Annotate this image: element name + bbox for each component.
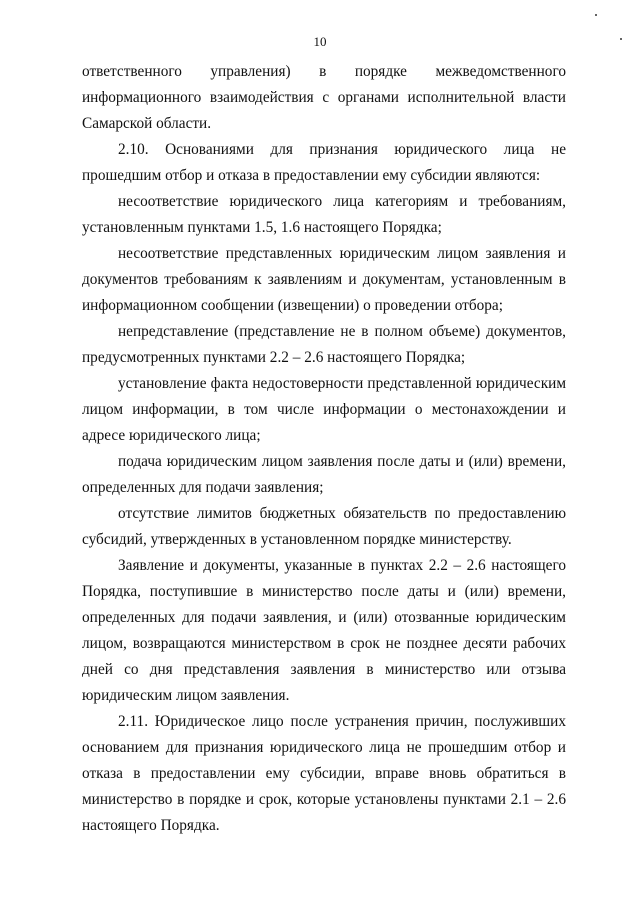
page-number: 10: [313, 34, 327, 49]
paragraph-2-11: 2.11. Юридическое лицо после устранения причин, послуживших основанием для признания юридического лица не прошедшим отбор и отказа в предоставлении ему субсидии, вправе вновь обратиться в министерство в порядке и срок, которые установлены пунктами 2.1 – 2.6 настоящего Порядка.: [82, 713, 566, 834]
paragraph-continuation: ответственного управления) в порядке межведомственного информационного взаимодействия с органами исполнительной власти Самарской области.: [82, 63, 566, 132]
paragraph-ground-1: несоответствие юридического лица категориям и требованиям, установленным пунктами 1.5, 1.6 настоящего Порядка;: [82, 193, 566, 236]
paragraph-ground-2: несоответствие представленных юридическим лицом заявления и документов требованиям к заявлениям и документам, установленным в информационном сообщении (извещении) о проведении отбора;: [82, 245, 566, 314]
paragraph-ground-4: установление факта недостоверности представленной юридическим лицом информации, в том числе информации о местонахождении и адресе юридического лица;: [82, 375, 566, 444]
paragraph-ground-3: непредставление (представление не в полном объеме) документов, предусмотренных пунктами 2.2 – 2.6 настоящего Порядка;: [82, 323, 566, 366]
scan-speck: [595, 14, 597, 16]
document-body: [82, 59, 566, 839]
scan-speck: [620, 38, 622, 40]
paragraph-2-10: 2.10. Основаниями для признания юридического лица не прошедшим отбор и отказа в предоставлении ему субсидии являются:: [82, 141, 566, 184]
paragraph-return-documents: Заявление и документы, указанные в пунктах 2.2 – 2.6 настоящего Порядка, поступившие в министерство после даты и (или) времени, определенных для подачи заявления, и (или) отозванные юридическим лицом, возвращаются министерством в срок не позднее десяти рабочих дней со дня представления заявления в министерство или отзыва юридическим лицом заявления.: [82, 557, 566, 704]
paragraph-ground-5: подача юридическим лицом заявления после даты и (или) времени, определенных для подачи заявления;: [82, 453, 566, 496]
paragraph-ground-6: отсутствие лимитов бюджетных обязательств по предоставлению субсидий, утвержденных в установленном порядке министерству.: [82, 505, 566, 548]
